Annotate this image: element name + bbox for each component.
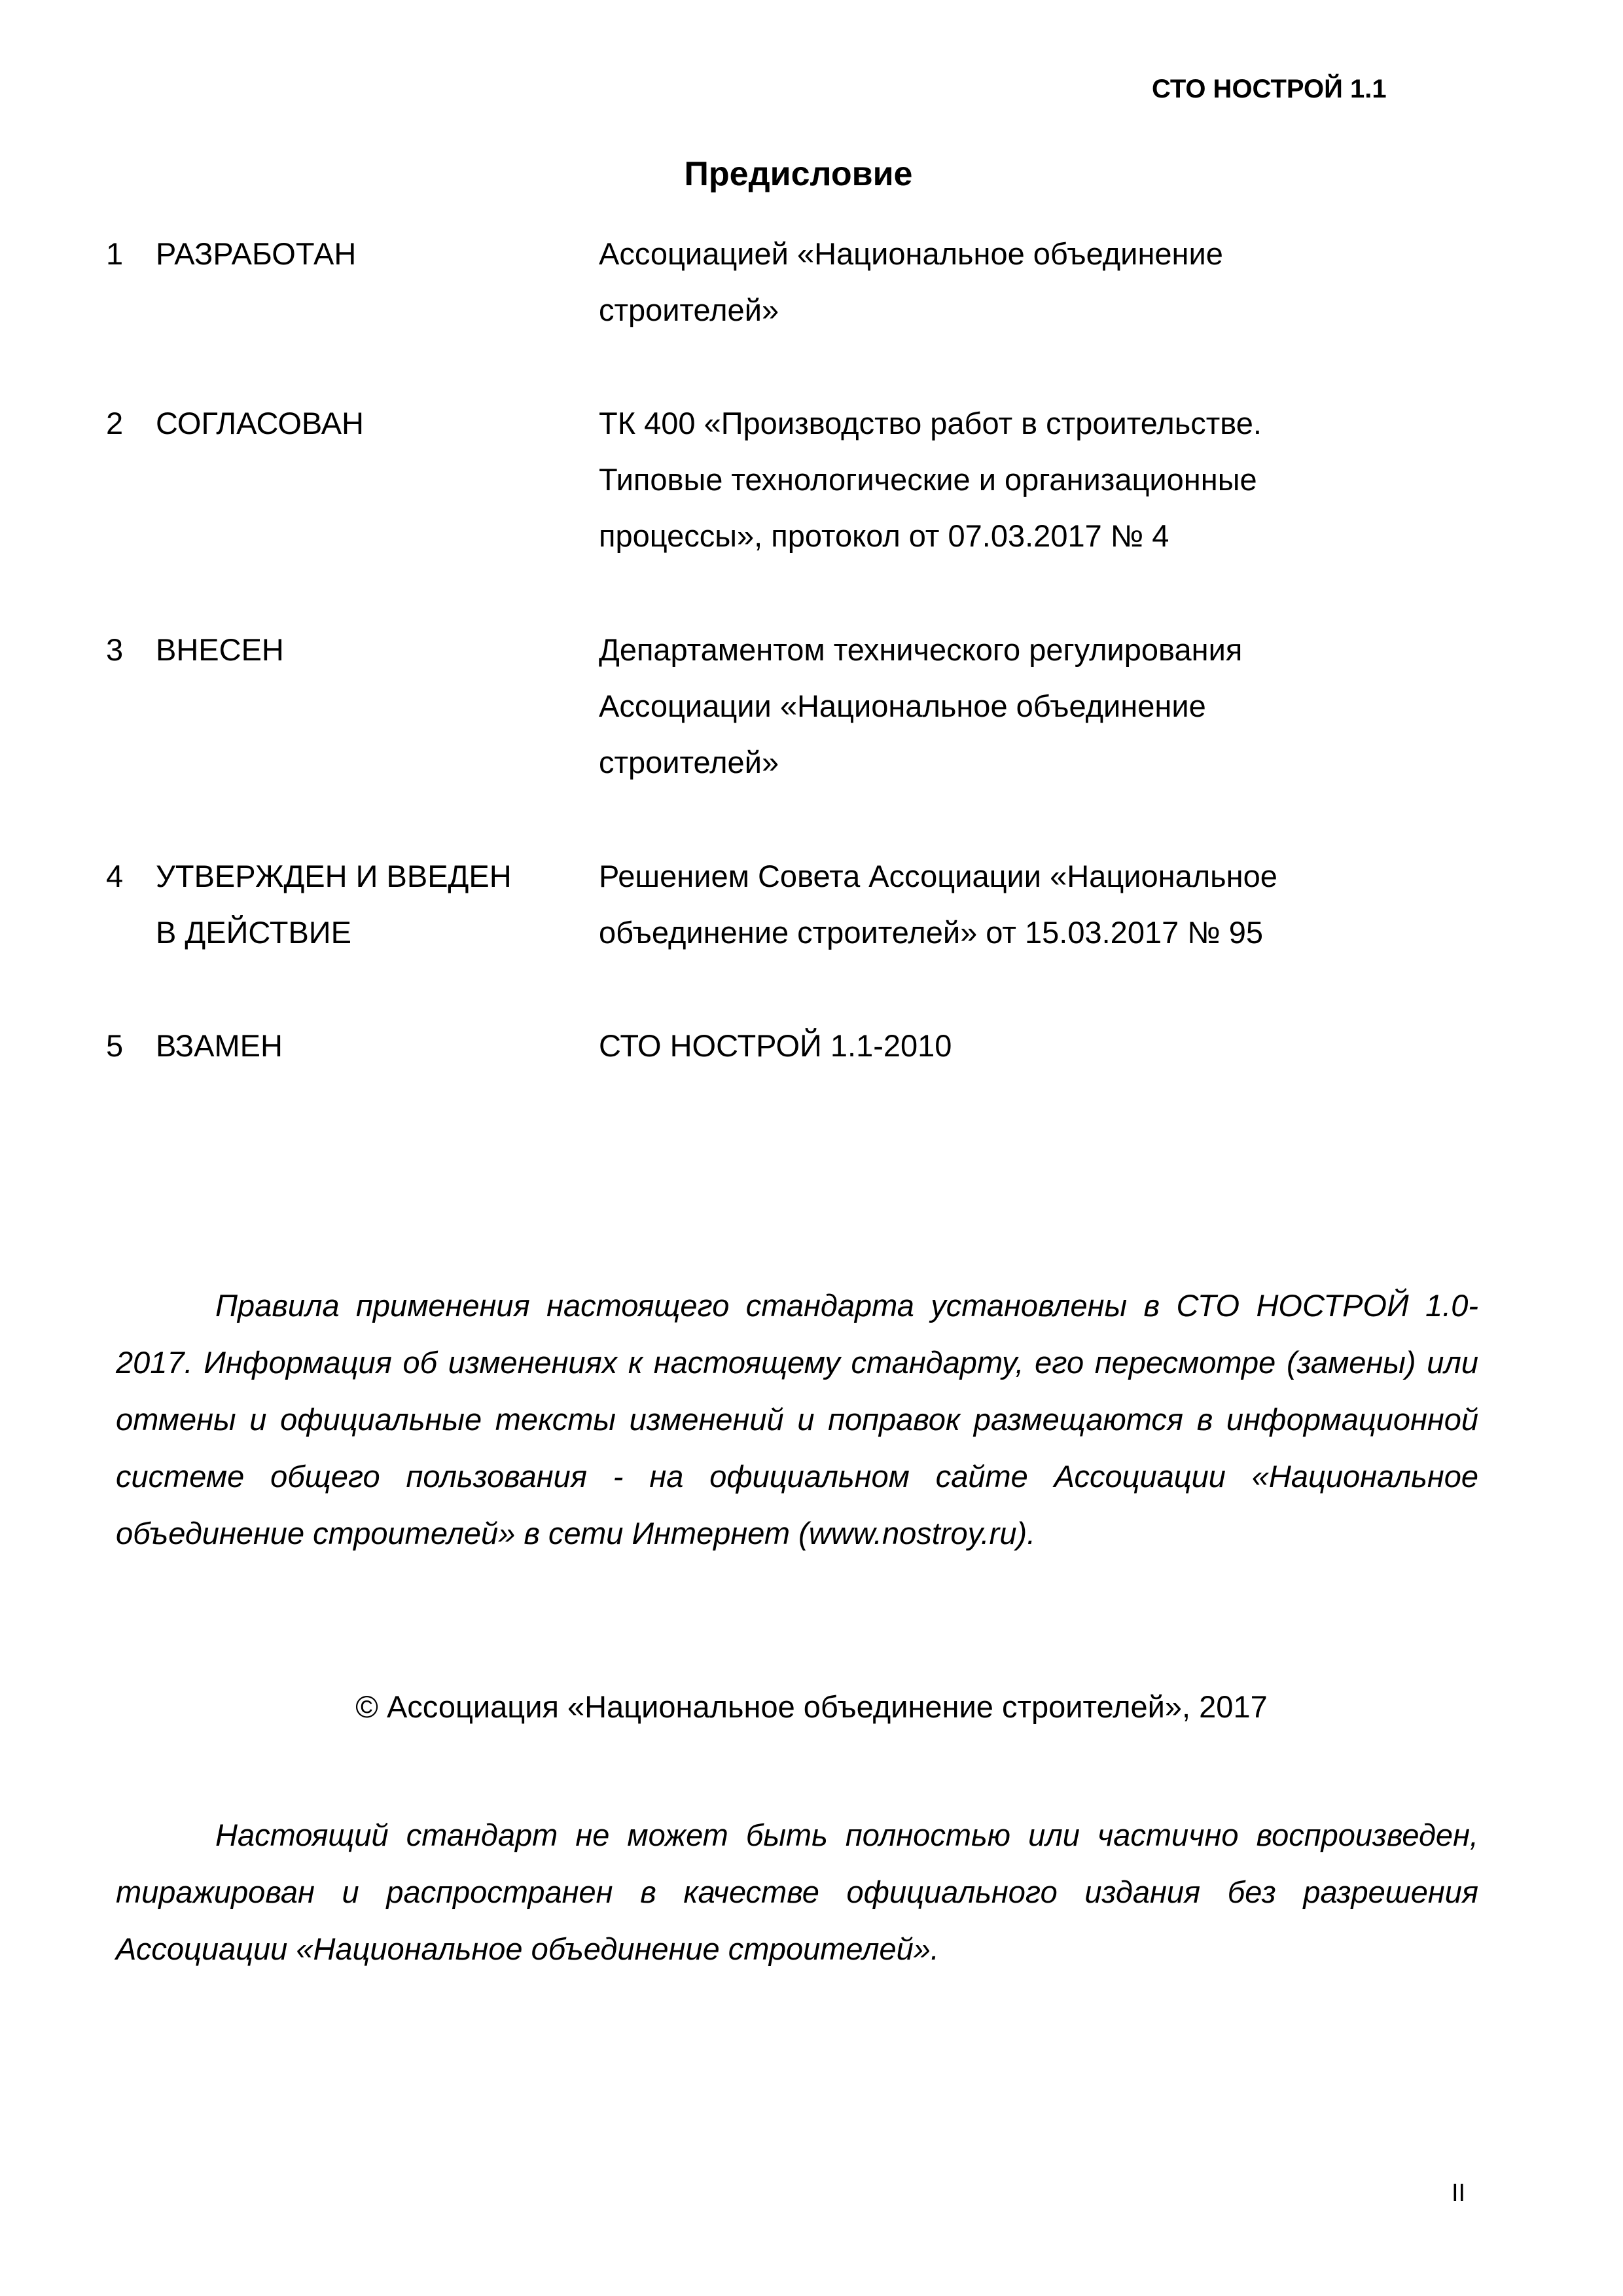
reproduction-notice: Настоящий стандарт не может быть полностью или частично воспроизведен, тиражирован и распространен в качестве официального издания без разрешения Ассоциации «Национальное объединение строителей».: [116, 1818, 1478, 1966]
entry-value: Департаментом технического регулирования Ассоциации «Национальное объединение строителей»: [599, 632, 1243, 780]
entry-number: 1: [106, 236, 124, 271]
page-number: II: [1452, 2179, 1466, 2207]
entry-label: СОГЛАСОВАН: [156, 406, 364, 440]
entry-number: 4: [106, 859, 124, 893]
entry-number: 5: [106, 1028, 124, 1063]
entry-label: ВНЕСЕН: [156, 632, 284, 667]
entry-value: Ассоциацией «Национальное объединение строителей»: [599, 236, 1223, 327]
entry-value: ТК 400 «Производство работ в строительстве. Типовые технологические и организационные процессы», протокол от 07.03.2017 № 4: [599, 406, 1262, 553]
entry-label: УТВЕРЖДЕН И ВВЕДЕН В ДЕЙСТВИЕ: [156, 859, 512, 950]
entry-label: РАЗРАБОТАН: [156, 236, 357, 271]
rules-paragraph: Правила применения настоящего стандарта установлены в СТО НОСТРОЙ 1.0-2017. Информация об изменениях к настоящему стандарту, его пересмотре (замены) или отмены и официальные тексты изменений и поправок размещаются в информационной системе общего пользования - на официальном сайте Ассоциации «Национальное объединение строителей» в сети Интернет (www.nostroy.ru).: [116, 1288, 1478, 1551]
document-code: СТО НОСТРОЙ 1.1: [1152, 75, 1387, 103]
entry-label: ВЗАМЕН: [156, 1028, 283, 1063]
copyright-notice: © Ассоциация «Национальное объединение строителей», 2017: [355, 1689, 1268, 1724]
entry-number: 3: [106, 632, 124, 667]
entry-value: Решением Совета Ассоциации «Национальное объединение строителей» от 15.03.2017 № 95: [599, 859, 1277, 950]
entry-number: 2: [106, 406, 124, 440]
entry-value: СТО НОСТРОЙ 1.1-2010: [599, 1028, 952, 1063]
page-title: Предисловие: [684, 155, 913, 193]
